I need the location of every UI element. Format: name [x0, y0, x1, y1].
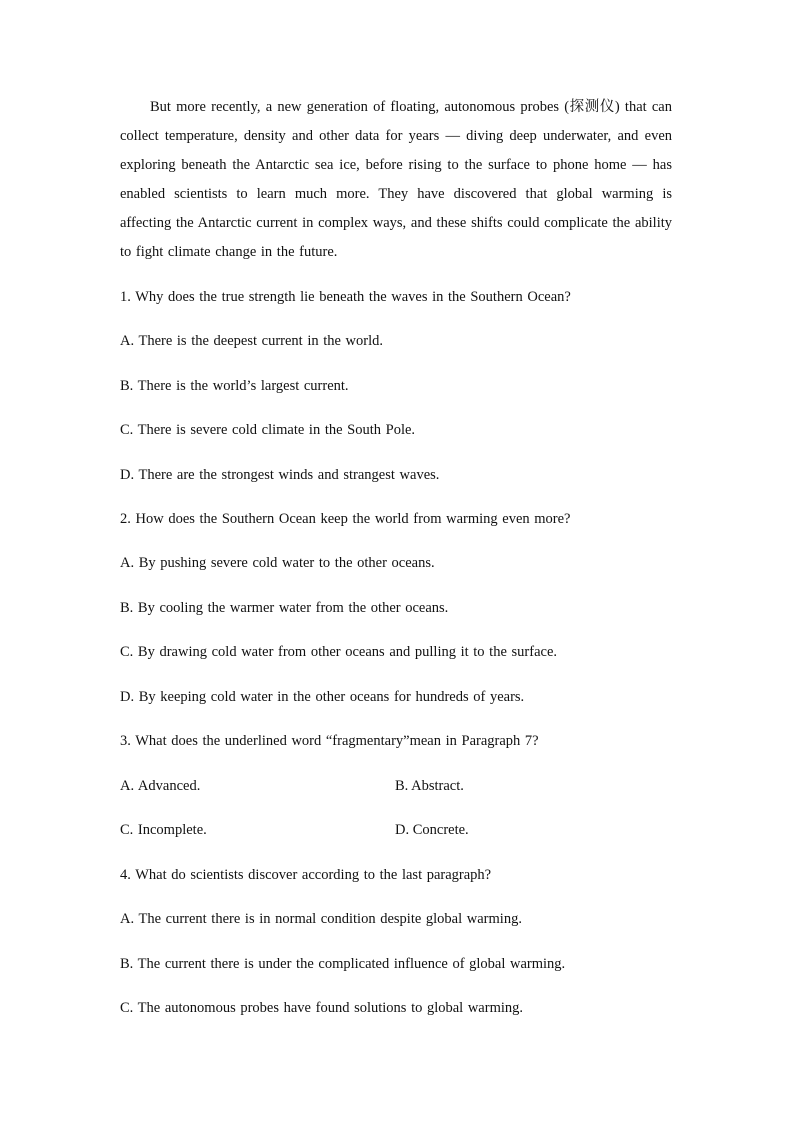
question-3-option-a: A. Advanced. [120, 778, 201, 794]
question-3-option-d: D. Concrete. [395, 822, 469, 838]
question-3-stem: 3. What does the underlined word “fragmentary”mean in Paragraph 7? [120, 733, 539, 749]
question-1-option-b: B. There is the world’s largest current. [120, 378, 349, 394]
question-4-stem: 4. What do scientists discover according to the last paragraph? [120, 867, 492, 883]
question-3-option-c: C. Incomplete. [120, 822, 207, 838]
question-2-option-b: B. By cooling the warmer water from the other oceans. [120, 600, 449, 616]
question-1-option-c: C. There is severe cold climate in the South Pole. [120, 422, 416, 438]
question-1-option-d: D. There are the strongest winds and strangest waves. [120, 467, 440, 483]
question-4-option-c: C. The autonomous probes have found solutions to global warming. [120, 1000, 524, 1016]
question-2-option-a: A. By pushing severe cold water to the other oceans. [120, 555, 435, 571]
question-1-stem: 1. Why does the true strength lie beneath the waves in the Southern Ocean? [120, 289, 571, 305]
question-4-option-a: A. The current there is in normal condition despite global warming. [120, 911, 522, 927]
question-3-option-b: B. Abstract. [395, 778, 464, 794]
question-2-option-d: D. By keeping cold water in the other oceans for hundreds of years. [120, 689, 525, 705]
question-4-option-b: B. The current there is under the complicated influence of global warming. [120, 956, 566, 972]
question-2-option-c: C. By drawing cold water from other oceans and pulling it to the surface. [120, 644, 558, 660]
question-1-option-a: A. There is the deepest current in the world. [120, 333, 384, 349]
reading-paragraph: But more recently, a new generation of floating, autonomous probes (探测仪) that can collect temperature, density and other data for years — diving deep underwater, and even exploring beneath the Antarctic sea ice, before rising to the surface to phone home — has enabled scientists to learn much more. They have discovered that global warming is affecting the Antarctic current in complex ways, and these shifts could complicate the ability to fight climate change in the future. [120, 99, 672, 260]
question-2-stem: 2. How does the Southern Ocean keep the world from warming even more? [120, 511, 571, 527]
